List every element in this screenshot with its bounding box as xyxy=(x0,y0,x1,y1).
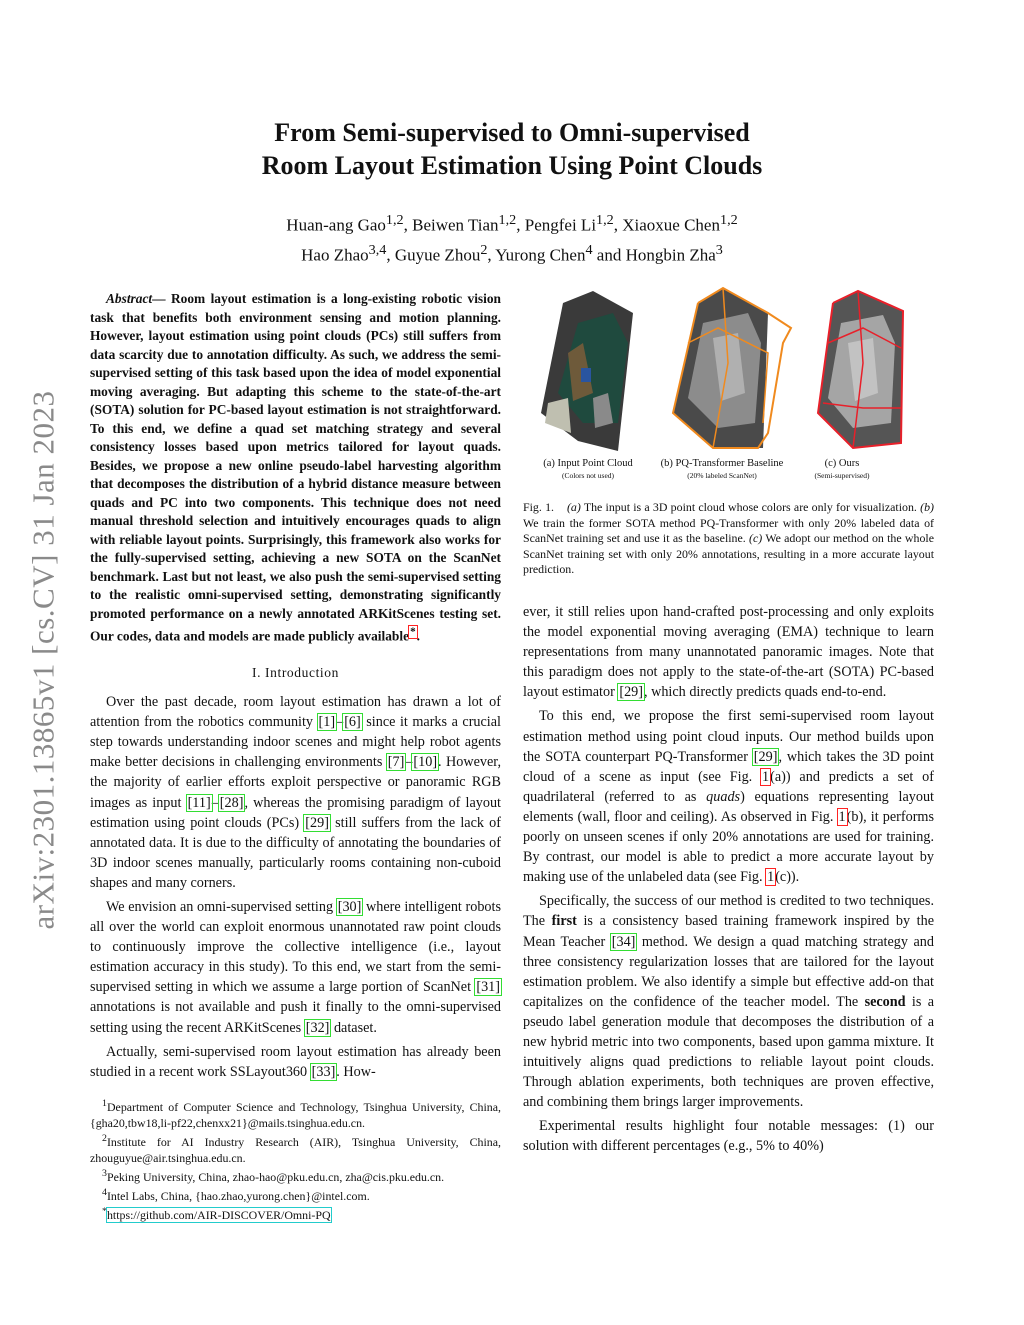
subcaption-a xyxy=(538,458,638,482)
subcaption-c xyxy=(800,458,884,482)
footnote-2: $^2$Institute for AI Industry Research (AIR), Tsinghua University, China, zhouguyue@air.tsinghua.edu.cn. xyxy=(90,1132,501,1165)
title-line-1: From Semi-supervised to Omni-supervised xyxy=(274,118,750,147)
abstract-label: Abstract xyxy=(106,291,153,306)
arxiv-id: arXiv:2301.13865v1 [cs.CV] 31 Jan 2023 xyxy=(26,390,61,930)
section-heading: I. Introduction xyxy=(252,664,339,680)
right-paragraph-2: To this end, we propose the first semi-supervised room layout estimation method using point cloud inputs. Our method builds upon the SOTA counterpart PQ-Transformer [29], which takes the 3D point cloud of a scene as input (see Fig. 1(a)) and predicts a set of quadrilateral (referred to as quads) equations representing layout elements (wall, floor and ceiling). As observed in Fig. 1(b), it performs poorly on unseen scenes if only 20% annotations are used for training. By contrast, our model is able to predict a more accurate layout by making use of the unlabeled data (see Fig. 1(c)). xyxy=(523,708,935,886)
right-paragraph-4: Experimental results highlight four notable messages: (1) our solution with different percentages (e.g., 5% to 40%) xyxy=(523,1118,934,1155)
right-paragraph-1: ever, it still relies upon hand-crafted post-processing and only exploits the model exponential moving averaging (EMA) technique to learn representations from many unannotated panoramic images. Note that this paradigm does not apply to the state-of-the-art (SOTA) PC-based layout estimator [29], which directly predicts quads end-to-end. xyxy=(523,604,934,701)
right-column xyxy=(523,602,934,1157)
arxiv-watermark xyxy=(14,360,74,960)
subcaption-b xyxy=(652,458,792,482)
figure-1-illustration xyxy=(523,283,935,458)
figure-1-caption: Fig. 1. (a) The input is a 3D point cloud whose colors are only for visualization. (b) We train the former SOTA method PQ-Transformer with only 20% labeled data of ScanNet training set and use it as the baseline. (c) We adopt our method on the whole ScanNet training set with only 20% annotations, resulting in a more accurate layout prediction. xyxy=(523,500,934,576)
ours-panel xyxy=(818,291,903,448)
authors-line-2: Hao Zhao$^{3,4}$, Guyue Zhou$^2$, Yurong Chen$^4$ and Hongbin Zha$^3$ xyxy=(301,241,723,265)
footnote-3: $^3$Peking University, China, zhao-hao@pku.edu.cn, zha@cis.pku.edu.cn. xyxy=(102,1167,445,1184)
abstract-footnote-link[interactable]: * xyxy=(410,626,416,638)
baseline-panel xyxy=(673,288,791,448)
authors-line-1: Huan-ang Gao$^{1,2}$, Beiwen Tian$^{1,2}$, Pengfei Li$^{1,2}$, Xiaoxue Chen$^{1,2}$ xyxy=(286,212,738,235)
abstract: Abstract— Room layout estimation is a long-existing robotic vision task that benefits both environment sensing and motion planning. However, layout estimation using point clouds (PCs) still suffers from data scarcity due to annotation difficulty. As such, we address the semi-supervised setting of this task based upon the idea of model exponential moving averaging. But adapting this scheme to the state-of-the-art (SOTA) solution for PC-based layout estimation is not straightforward. To this end, we define a quad set matching strategy and several consistency losses based upon metrics tailored for layout quads. Besides, we propose a new online pseudo-label harvesting algorithm that decomposes the distribution of a hybrid distance measure between quads and PC into two components. This technique does not need manual threshold selection and intuitively encourages quads to align with reliable layout points. Surprisingly, this framework also works for the fully-supervised setting, achieving a new SOTA on the ScanNet benchmark. Last but not least, we also push the semi-supervised setting to the realistic omni-supervised setting, demonstrating significantly promoted performance on a newly annotated ARKitScenes testing set. Our codes, data and models are made publicly available*. xyxy=(90,291,501,644)
title-line-2: Room Layout Estimation Using Point Clouds xyxy=(261,151,763,180)
footnote-1: $^1$Department of Computer Science and Technology, Tsinghua University, China, {gha20,tbw18,li-pf22,chenxx21}@mails.tsinghua.edu.cn. xyxy=(90,1097,501,1130)
footnote-star: * xyxy=(102,1205,107,1217)
subcaption-b-note: (20% labeled ScanNet) xyxy=(687,471,757,480)
footnote-5 xyxy=(90,1204,501,1223)
subcaption-a-title: (a) Input Point Cloud xyxy=(543,458,633,469)
left-column xyxy=(90,290,501,1223)
intro-paragraph-2: We envision an omni-supervised setting [30] where intelligent robots all over the world can exploit enormous unannotated raw point clouds to continuously improve the collective intelligence (i.e., layout estimation accuracy in this study). To this end, we start from the semi-supervised setting in which we assume a large portion of ScanNet [31] annotations is not available and push it finally to the omni-supervised setting using the recent ARKitScenes [32] dataset. xyxy=(90,899,501,1036)
subcaption-b-title: (b) PQ-Transformer Baseline xyxy=(660,458,784,469)
author-list xyxy=(0,208,1024,267)
figure-1 xyxy=(523,283,935,483)
input-point-cloud-panel xyxy=(541,291,633,451)
github-link[interactable]: https://github.com/AIR-DISCOVER/Omni-PQ xyxy=(106,1207,331,1222)
footnote-4: $^4$Intel Labs, China, {hao.zhao,yurong.chen}@intel.com. xyxy=(102,1186,370,1203)
paper-title xyxy=(0,116,1024,182)
right-paragraph-3: Specifically, the success of our method is credited to two techniques. The first is a consistency based training framework inspired by the Mean Teacher [34] method. We design a quad matching strategy and three consistency regularization losses that are tailored for the layout estimation problem. We also identify a simple but effective add-on that capitalizes on the confidence of the teacher model. The second is a pseudo label generation module that decomposes the distribution of a new hybrid metric into two components, based upon gamma mixture. It intuitively aligns quad predictions to reliable layout point clouds. Through ablation experiments, both techniques are proven effective, and combining them brings larger improvements. xyxy=(523,893,934,1111)
subcaption-a-note: (Colors not used) xyxy=(561,471,615,480)
subcaption-c-note: (Semi-supervised) xyxy=(814,471,870,480)
abstract-text: — Room layout estimation is a long-existing robotic vision task that benefits both environment sensing and motion planning. However, layout estimation using point clouds (PCs) still suffers from data scarcity due to annotation difficulty. As such, we address the semi-supervised setting of this task based upon the idea of model exponential moving averaging. But adapting this scheme to the state-of-the-art (SOTA) solution for PC-based layout estimation is not straightforward. To this end, we define a quad set matching strategy and several consistency losses based upon metrics tailored for layout quads. Besides, we propose a new online pseudo-label harvesting algorithm that decomposes the distribution of a hybrid distance measure between quads and PC into two components. This technique does not need manual threshold selection and intuitively encourages quads to align with reliable layout points. Surprisingly, this framework also works for the fully-supervised setting, achieving a new SOTA on the ScanNet benchmark. Last but not least, we also push the semi-supervised setting to the realistic omni-supervised setting, demonstrating significantly promoted performance on a newly annotated ARKitScenes testing set. Our codes, data and models are made publicly available xyxy=(90,291,501,644)
subcaption-c-title: (c) Ours xyxy=(824,458,860,469)
intro-paragraph-1: Over the past decade, room layout estimation has drawn a lot of attention from the robotics community [1]–[6] since it marks a crucial step towards understanding indoor scenes and might help robot agents make better decisions in challenging environments [7]–[10]. However, the majority of earlier efforts exploit perspective or panoramic RGB images as input [11]–[28], whereas the promising paradigm of layout estimation using point clouds (PCs) [29] still suffers from the lack of annotated data. It is due to the difficulty of annotating the boundaries of 3D indoor scenes manually, particularly rooms containing non-cuboid shapes and many corners. xyxy=(90,694,501,891)
footnotes xyxy=(90,1096,501,1223)
intro-paragraph-3: Actually, semi-supervised room layout estimation has already been studied in a recent work SSLayout360 [33]. How- xyxy=(90,1043,501,1080)
